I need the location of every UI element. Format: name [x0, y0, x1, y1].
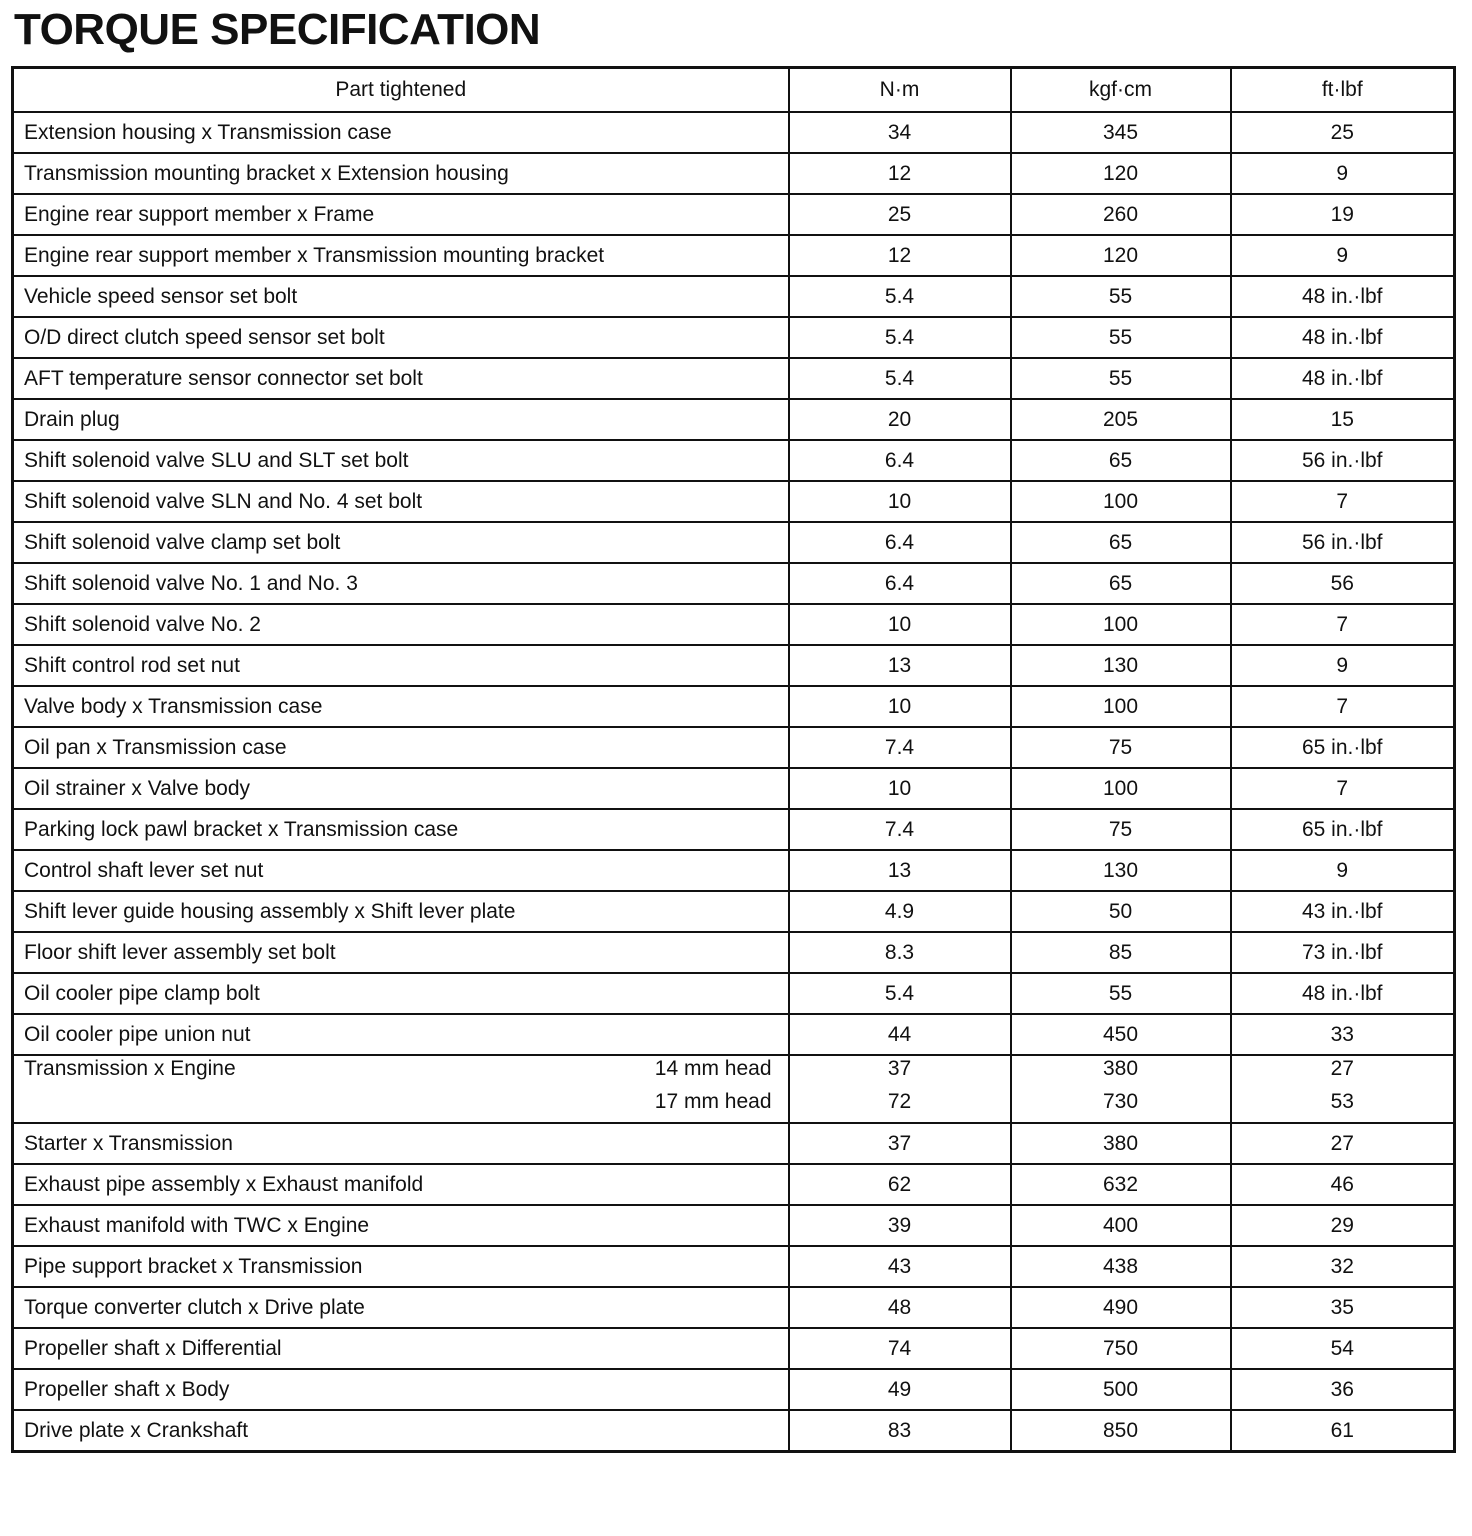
cell-part: Exhaust manifold with TWC x Engine — [13, 1205, 789, 1246]
table-row — [13, 112, 1455, 153]
cell-ft: 27 — [1231, 1123, 1455, 1164]
cell-kgf: 345 — [1011, 112, 1231, 153]
cell-nm: 6.4 — [789, 522, 1011, 563]
cell-kgf: 130 — [1011, 850, 1231, 891]
cell-ft: 56 — [1231, 563, 1455, 604]
cell-part: Oil strainer x Valve body — [13, 768, 789, 809]
header-part: Part tightened — [13, 68, 789, 113]
value-kgf-17mm: 730 — [1102, 1090, 1139, 1113]
cell-nm: 43 — [789, 1246, 1011, 1287]
cell-kgf: 100 — [1011, 481, 1231, 522]
cell-ft: 19 — [1231, 194, 1455, 235]
value-ft-14mm: 27 — [1330, 1057, 1354, 1080]
cell-part: AFT temperature sensor connector set bolt — [13, 358, 789, 399]
table-row — [13, 1205, 1455, 1246]
cell-ft: 48 in.·lbf — [1231, 276, 1455, 317]
table-row — [13, 1164, 1455, 1205]
cell-ft: 15 — [1231, 399, 1455, 440]
cell-kgf: 50 — [1011, 891, 1231, 932]
cell-nm: 48 — [789, 1287, 1011, 1328]
cell-nm: 37 — [789, 1123, 1011, 1164]
cell-ft: 48 in.·lbf — [1231, 358, 1455, 399]
cell-ft: 9 — [1231, 153, 1455, 194]
cell-nm: 74 — [789, 1328, 1011, 1369]
cell-part: Oil pan x Transmission case — [13, 727, 789, 768]
cell-part: Torque converter clutch x Drive plate — [13, 1287, 789, 1328]
cell-nm: 13 — [789, 850, 1011, 891]
header-ft: ft·lbf — [1231, 68, 1455, 113]
cell-kgf: 55 — [1011, 358, 1231, 399]
cell-part: Engine rear support member x Transmission mounting bracket — [13, 235, 789, 276]
cell-kgf: 100 — [1011, 686, 1231, 727]
value-ft-17mm: 53 — [1330, 1090, 1354, 1113]
cell-kgf: 850 — [1011, 1410, 1231, 1452]
cell-part: Pipe support bracket x Transmission — [13, 1246, 789, 1287]
cell-kgf: 75 — [1011, 727, 1231, 768]
table-row — [13, 1369, 1455, 1410]
cell-part: Shift solenoid valve No. 2 — [13, 604, 789, 645]
cell-part: Valve body x Transmission case — [13, 686, 789, 727]
cell-ft: 7 — [1231, 768, 1455, 809]
cell-nm: 6.4 — [789, 440, 1011, 481]
table-row — [13, 317, 1455, 358]
cell-ft: 48 in.·lbf — [1231, 317, 1455, 358]
page-title: TORQUE SPECIFICATION — [14, 5, 541, 54]
cell-kgf: 130 — [1011, 645, 1231, 686]
cell-nm: 8.3 — [789, 932, 1011, 973]
cell-nm: 20 — [789, 399, 1011, 440]
cell-ft: 7 — [1231, 604, 1455, 645]
cell-ft: 7 — [1231, 481, 1455, 522]
table-row-multi — [13, 1055, 1455, 1123]
cell-kgf: 260 — [1011, 194, 1231, 235]
value-nm-17mm: 72 — [887, 1090, 912, 1113]
table-row — [13, 481, 1455, 522]
cell-nm: 5.4 — [789, 973, 1011, 1014]
header-kgf: kgf·cm — [1011, 68, 1231, 113]
cell-part: Propeller shaft x Differential — [13, 1328, 789, 1369]
cell-ft: 73 in.·lbf — [1231, 932, 1455, 973]
table-row — [13, 1328, 1455, 1369]
table-row — [13, 727, 1455, 768]
cell-kgf: 205 — [1011, 399, 1231, 440]
table-row — [13, 194, 1455, 235]
cell-kgf: 100 — [1011, 604, 1231, 645]
cell-nm: 39 — [789, 1205, 1011, 1246]
cell-part: Shift solenoid valve clamp set bolt — [13, 522, 789, 563]
table-row — [13, 604, 1455, 645]
cell-part: Oil cooler pipe clamp bolt — [13, 973, 789, 1014]
cell-kgf: 490 — [1011, 1287, 1231, 1328]
torque-table — [11, 66, 1456, 1453]
cell-nm: 10 — [789, 604, 1011, 645]
cell-part — [13, 1055, 789, 1123]
value-nm-14mm: 37 — [887, 1057, 912, 1080]
cell-ft: 36 — [1231, 1369, 1455, 1410]
cell-kgf: 100 — [1011, 768, 1231, 809]
cell-nm — [789, 1055, 1011, 1123]
table-row — [13, 1410, 1455, 1452]
table-row — [13, 1014, 1455, 1055]
table-row — [13, 768, 1455, 809]
cell-nm: 25 — [789, 194, 1011, 235]
table-row — [13, 645, 1455, 686]
cell-ft: 48 in.·lbf — [1231, 973, 1455, 1014]
cell-nm: 13 — [789, 645, 1011, 686]
cell-kgf: 632 — [1011, 1164, 1231, 1205]
cell-nm: 10 — [789, 686, 1011, 727]
cell-part: Shift solenoid valve SLN and No. 4 set bolt — [13, 481, 789, 522]
cell-ft: 56 in.·lbf — [1231, 440, 1455, 481]
cell-kgf: 400 — [1011, 1205, 1231, 1246]
table-row — [13, 563, 1455, 604]
cell-part: Vehicle speed sensor set bolt — [13, 276, 789, 317]
cell-part: Engine rear support member x Frame — [13, 194, 789, 235]
cell-nm: 7.4 — [789, 809, 1011, 850]
cell-ft: 65 in.·lbf — [1231, 727, 1455, 768]
cell-ft: 35 — [1231, 1287, 1455, 1328]
table-row — [13, 235, 1455, 276]
cell-part: Parking lock pawl bracket x Transmission case — [13, 809, 789, 850]
header-nm: N·m — [789, 68, 1011, 113]
table-row — [13, 153, 1455, 194]
cell-nm: 34 — [789, 112, 1011, 153]
cell-kgf: 438 — [1011, 1246, 1231, 1287]
cell-part: Shift solenoid valve SLU and SLT set bolt — [13, 440, 789, 481]
cell-kgf: 85 — [1011, 932, 1231, 973]
table-row — [13, 399, 1455, 440]
cell-nm: 49 — [789, 1369, 1011, 1410]
table-row — [13, 686, 1455, 727]
cell-ft: 54 — [1231, 1328, 1455, 1369]
table-row — [13, 1246, 1455, 1287]
cell-part: Extension housing x Transmission case — [13, 112, 789, 153]
cell-kgf: 65 — [1011, 563, 1231, 604]
table-row — [13, 973, 1455, 1014]
cell-ft: 33 — [1231, 1014, 1455, 1055]
value-kgf-14mm: 380 — [1102, 1057, 1139, 1080]
cell-ft: 32 — [1231, 1246, 1455, 1287]
table-row — [13, 276, 1455, 317]
header-row — [13, 68, 1455, 113]
cell-part: O/D direct clutch speed sensor set bolt — [13, 317, 789, 358]
table-row — [13, 1287, 1455, 1328]
cell-kgf — [1011, 1055, 1231, 1123]
cell-nm: 10 — [789, 481, 1011, 522]
cell-ft: 25 — [1231, 112, 1455, 153]
table-row — [13, 891, 1455, 932]
cell-kgf: 55 — [1011, 317, 1231, 358]
cell-nm: 5.4 — [789, 317, 1011, 358]
cell-kgf: 55 — [1011, 276, 1231, 317]
cell-part: Propeller shaft x Body — [13, 1369, 789, 1410]
sub-label-17mm: 17 mm head — [654, 1090, 772, 1113]
table-row — [13, 850, 1455, 891]
cell-kgf: 55 — [1011, 973, 1231, 1014]
cell-nm: 12 — [789, 235, 1011, 276]
table-row — [13, 1123, 1455, 1164]
cell-nm: 7.4 — [789, 727, 1011, 768]
cell-part: Starter x Transmission — [13, 1123, 789, 1164]
cell-part: Exhaust pipe assembly x Exhaust manifold — [13, 1164, 789, 1205]
cell-part: Drive plate x Crankshaft — [13, 1410, 789, 1452]
table-row — [13, 522, 1455, 563]
part-label: Transmission x Engine — [24, 1057, 236, 1080]
cell-kgf: 380 — [1011, 1123, 1231, 1164]
cell-part: Shift control rod set nut — [13, 645, 789, 686]
cell-part: Shift solenoid valve No. 1 and No. 3 — [13, 563, 789, 604]
cell-part: Floor shift lever assembly set bolt — [13, 932, 789, 973]
cell-kgf: 75 — [1011, 809, 1231, 850]
cell-ft: 9 — [1231, 645, 1455, 686]
cell-kgf: 120 — [1011, 153, 1231, 194]
table-row — [13, 932, 1455, 973]
cell-kgf: 750 — [1011, 1328, 1231, 1369]
cell-nm: 4.9 — [789, 891, 1011, 932]
table-row — [13, 809, 1455, 850]
cell-kgf: 65 — [1011, 522, 1231, 563]
cell-kgf: 500 — [1011, 1369, 1231, 1410]
cell-nm: 10 — [789, 768, 1011, 809]
cell-ft: 43 in.·lbf — [1231, 891, 1455, 932]
cell-nm: 12 — [789, 153, 1011, 194]
cell-kgf: 120 — [1011, 235, 1231, 276]
cell-ft: 46 — [1231, 1164, 1455, 1205]
cell-ft: 65 in.·lbf — [1231, 809, 1455, 850]
cell-ft: 9 — [1231, 235, 1455, 276]
cell-ft: 7 — [1231, 686, 1455, 727]
sub-label-14mm: 14 mm head — [654, 1057, 772, 1080]
cell-ft: 56 in.·lbf — [1231, 522, 1455, 563]
cell-kgf: 65 — [1011, 440, 1231, 481]
cell-ft — [1231, 1055, 1455, 1123]
cell-part: Shift lever guide housing assembly x Shift lever plate — [13, 891, 789, 932]
cell-kgf: 450 — [1011, 1014, 1231, 1055]
table-row — [13, 358, 1455, 399]
cell-part: Drain plug — [13, 399, 789, 440]
cell-part: Oil cooler pipe union nut — [13, 1014, 789, 1055]
cell-nm: 83 — [789, 1410, 1011, 1452]
cell-nm: 44 — [789, 1014, 1011, 1055]
cell-nm: 6.4 — [789, 563, 1011, 604]
cell-ft: 61 — [1231, 1410, 1455, 1452]
cell-nm: 62 — [789, 1164, 1011, 1205]
cell-nm: 5.4 — [789, 276, 1011, 317]
cell-part: Control shaft lever set nut — [13, 850, 789, 891]
cell-ft: 9 — [1231, 850, 1455, 891]
table-row — [13, 440, 1455, 481]
cell-nm: 5.4 — [789, 358, 1011, 399]
cell-part: Transmission mounting bracket x Extension housing — [13, 153, 789, 194]
cell-ft: 29 — [1231, 1205, 1455, 1246]
